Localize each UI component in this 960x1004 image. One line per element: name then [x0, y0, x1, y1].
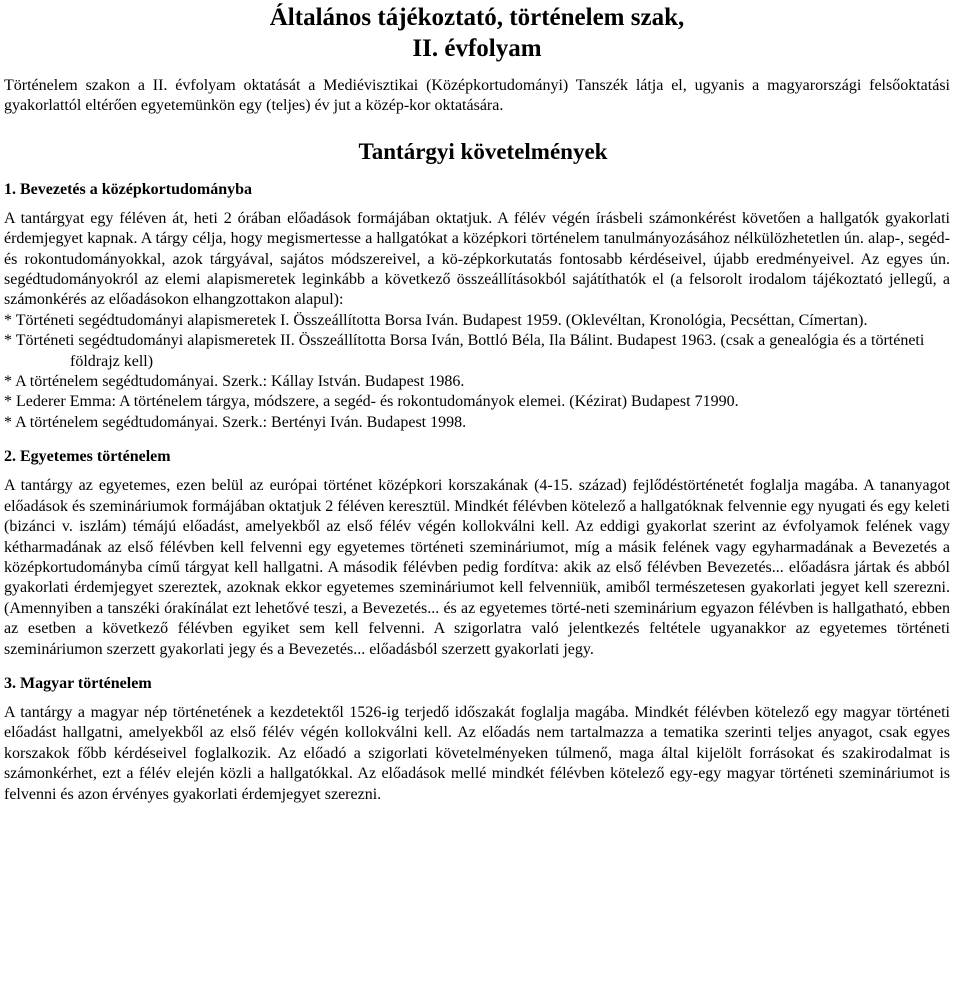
- reference-item: * Lederer Emma: A történelem tárgya, módszere, a segéd- és rokontudományok elemei. (Kézirat) Budapest 71990.: [4, 393, 739, 411]
- section-2-body: A tantárgy az egyetemes, ezen belül az európai történet középkori korszakának (4-15. század) fejlődéstörténetét foglalja magába. A tananyagot előadások és szemináriumok formájában oktatjuk 2 féléven keresztül. Mindkét félévben kötelező a hallgatóknak felvennie egy nyugati és egy keleti (bizánci v. iszlám) témájú előadást, amelyekből az első félév végén kollokválni kell. Az eddigi gyakorlat szerint az évfolyamok felének vagy kétharmadának az első félévben kell felvenni egy egyetemes történeti szemináriumot, míg a másik felének vagy egyharmadának a Bevezetés a középkortudományba című tárgyat kell hallgatni. A második félévben pedig fordítva: akik az első félévben Bevezetés... előadásra jártak és abból gyakorlati érdemjegyet szereztek, azoknak ekkor egyetemes szemináriumot kell felvenniük, amiből természetesen gyakorlati jegyet kell szerezni. (Amennyiben a tanszéki órakínálat ezt lehetővé teszi, a Bevezetés... és az egyetemes törté-neti szeminárium egyazon félévben is hallgatható, ebben az esetben a következő félévben egyiket sem kell felvenni. A szigorlatra való jelentkezés feltétele ugyanakkor az egyetemes történeti szemináriumon szerzett gyakorlati jegy és a Bevezetés... előadásból szerzett gyakorlati jegy.: [4, 477, 950, 658]
- section-1-heading: 1. Bevezetés a középkortudományba: [4, 180, 252, 198]
- section-1-body: A tantárgyat egy féléven át, heti 2 órában előadások formájában oktatjuk. A félév végén írásbeli számonkérést követően a hallgatók gyakorlati érdemjegyet kapnak. A tárgy célja, hogy megismertesse a hallgatókat a középkori történelem tanulmányozásához nélkülözhetetlen ún. alap-, segéd- és rokontudományokkal, azok tárgyával, sajátos módszereivel, a kö-zépkorkutatás fontosabb kérdéseivel, újabb eredményeivel. Az egyes ún. segédtudományokról az elemi alapismeretek leginkább a következő összeállításokból sajátíthatók el (a felsorolt irodalom tájékoztató jellegű, a számonkérés az előadásokon elhangzottakon alapul):: [4, 209, 950, 309]
- document-title: [4, 2, 950, 64]
- reference-item: * Történeti segédtudományi alapismeretek II. Összeállította Borsa Iván, Bottló Béla, Ila Bálint. Budapest 1963. (csak a genealógia és a történeti földrajz kell): [4, 332, 925, 370]
- section-2-heading: 2. Egyetemes történelem: [4, 448, 171, 466]
- section-3-body: A tantárgy a magyar nép történetének a kezdetektől 1526-ig terjedő időszakát foglalja magába. Mindkét félévben kötelező egy magyar történeti előadást hallgatni, amelyekből az első félév végén kollokválni kell. Az előadás nem tartalmazza a tematika szerinti teljes anyagot, csak egyes korszakok főbb kérdéseivel foglalkozik. Az előadó a szigorlati követelményeken túlmenő, maga által kijelölt forrásokat és szakirodalmat is számonkérhet, ezt a félév elején közli a hallgatókkal. Az előadások mellé mindkét félévben kötelező egy-egy magyar történeti szemináriumot is felvenni és azon érvényes gyakorlati érdemjegyet szerezni.: [4, 703, 950, 803]
- section-3-heading: 3. Magyar történelem: [4, 674, 152, 692]
- reference-item: * A történelem segédtudományai. Szerk.: Kállay István. Budapest 1986.: [4, 373, 465, 391]
- reference-list: [4, 311, 950, 433]
- title-line-2: II. évfolyam: [412, 35, 542, 62]
- intro-paragraph: Történelem szakon a II. évfolyam oktatását a Mediévisztikai (Középkortudományi) Tanszék látja el, ugyanis a magyarországi felsőoktatási gyakorlattól eltérően egyetemünkön egy (teljes) év jut a közép-kor oktatására.: [4, 77, 950, 115]
- requirements-heading: Tantárgyi követelmények: [358, 138, 608, 164]
- document-page: [4, 0, 950, 805]
- reference-item: * A történelem segédtudományai. Szerk.: Bertényi Iván. Budapest 1998.: [4, 413, 467, 431]
- reference-item: * Történeti segédtudományi alapismeretek I. Összeállította Borsa Iván. Budapest 1959. (Oklevéltan, Kronológia, Pecséttan, Címertan).: [4, 311, 868, 329]
- title-line-1: Általános tájékoztató, történelem szak,: [269, 4, 685, 31]
